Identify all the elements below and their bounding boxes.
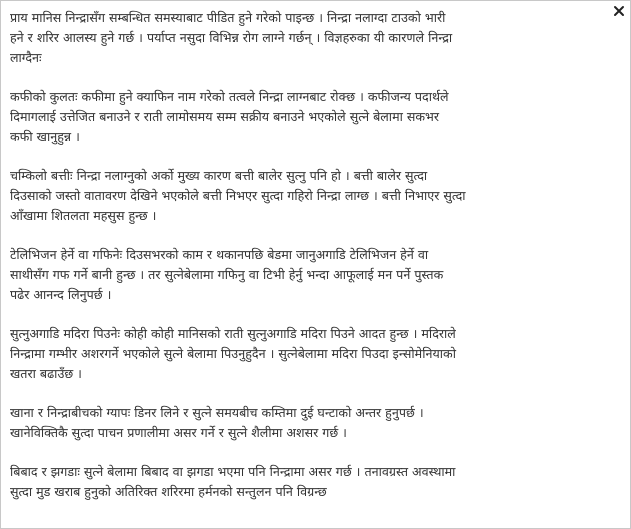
paragraph-intro <box>10 8 610 68</box>
text-line: प्राय मानिस निन्द्रासँग सम्बन्धित समस्याबाट पीडित हुने गरेको पाइन्छ । निन्द्रा नलाग्दा टाउको भारी <box>10 10 446 25</box>
close-icon <box>612 4 626 18</box>
text-line: लाग्दैनः <box>10 50 42 65</box>
text-line: खाना र निन्द्राबीचको ग्यापः डिनर लिने र सुत्ने समयबीच कम्तिमा दुई घन्टाको अन्तर हुनुपर्छ । <box>10 405 424 420</box>
text-line: कफीको कुलतः कफीमा हुने क्याफिन नाम गरेको तत्वले निन्द्रा लाग्नबाट रोक्छ । कफीजन्य पदार्थले <box>10 89 449 104</box>
text-line: दिमागलाई उत्तेजित बनाउने र राती लामोसमय सम्म सक्रीय बनाउने भएकोले सुत्ने बेलामा सकभर <box>10 109 440 124</box>
paragraph-alcohol <box>10 324 610 384</box>
text-line: खानेविक्तिकै सुत्दा पाचन प्रणालीमा असर गर्ने र सुत्ने शैलीमा अशसर गर्छ । <box>10 425 347 440</box>
close-button[interactable] <box>612 4 626 18</box>
text-line: साथीसँग गफ गर्ने बानी हुन्छ । तर सुत्नेबेलामा गफिनु वा टिभी हेर्नु भन्दा आफूलाई मन पर्ने पुस्तक <box>10 267 444 282</box>
paragraph-food-gap <box>10 403 610 443</box>
paragraph-coffee <box>10 87 610 147</box>
text-line: चम्किलो बत्तीः निन्द्रा नलाग्नुको अर्को मुख्य कारण बत्ती बालेर सुत्नु पनि हो । बत्ती बालेर सुत्दा <box>10 168 428 183</box>
text-line: सुत्नुअगाडि मदिरा पिउनेः कोही कोही मानिसको राती सुत्नुअगाडि मदिरा पिउने आदत हुन्छ । मदिराले <box>10 326 456 341</box>
text-line: हने र शरिर आलस्य हुने गर्छ । पर्याप्त नसुदा विभिन्न रोग लाग्ने गर्छन् । विज्ञहरुका यी कारणले निन्द्रा <box>10 30 453 45</box>
text-line: दिउसाको जस्तो वातावरण देखिने भएकोले बत्ती निभएर सुत्दा गहिरो निन्द्रा लाग्छ । बत्ती निभाएर सुत्दा <box>10 188 466 203</box>
text-line: टेलिभिजन हेर्ने वा गफिनेः दिउसभरको काम र थकानपछि बेडमा जानुअगाडि टेलिभिजन हेर्ने वा <box>10 247 429 262</box>
paragraph-television <box>10 245 610 305</box>
text-line: आँखामा शितलता महसुस हुन्छ । <box>10 208 157 223</box>
text-line: बिबाद र झगडाः सुत्ने बेलामा बिबाद वा झगडा भएमा पनि निन्द्रामा असर गर्छ । तनावग्रस्त अवस्थामा <box>10 464 456 479</box>
text-line: कफी खानुहुन्न । <box>10 129 80 144</box>
text-line: सुत्दा मुड खराब हुनुको अतिरिक्त शरिरमा हर्मनको सन्तुलन पनि विग्रन्छ <box>10 484 327 499</box>
text-line: खतरा बढाउँछ । <box>10 366 82 381</box>
paragraph-quarrel <box>10 462 610 502</box>
article-text <box>10 8 610 520</box>
text-line: निन्द्रामा गम्भीर अशरगर्ने भएकोले सुत्ने बेलामा पिउनुहुदैन । सुत्नेबेलामा मदिरा पिउदा इन्सोमेनियाको <box>10 346 456 361</box>
paragraph-light <box>10 166 610 226</box>
text-line: पढेर आनन्द लिनुपर्छ । <box>10 287 112 302</box>
